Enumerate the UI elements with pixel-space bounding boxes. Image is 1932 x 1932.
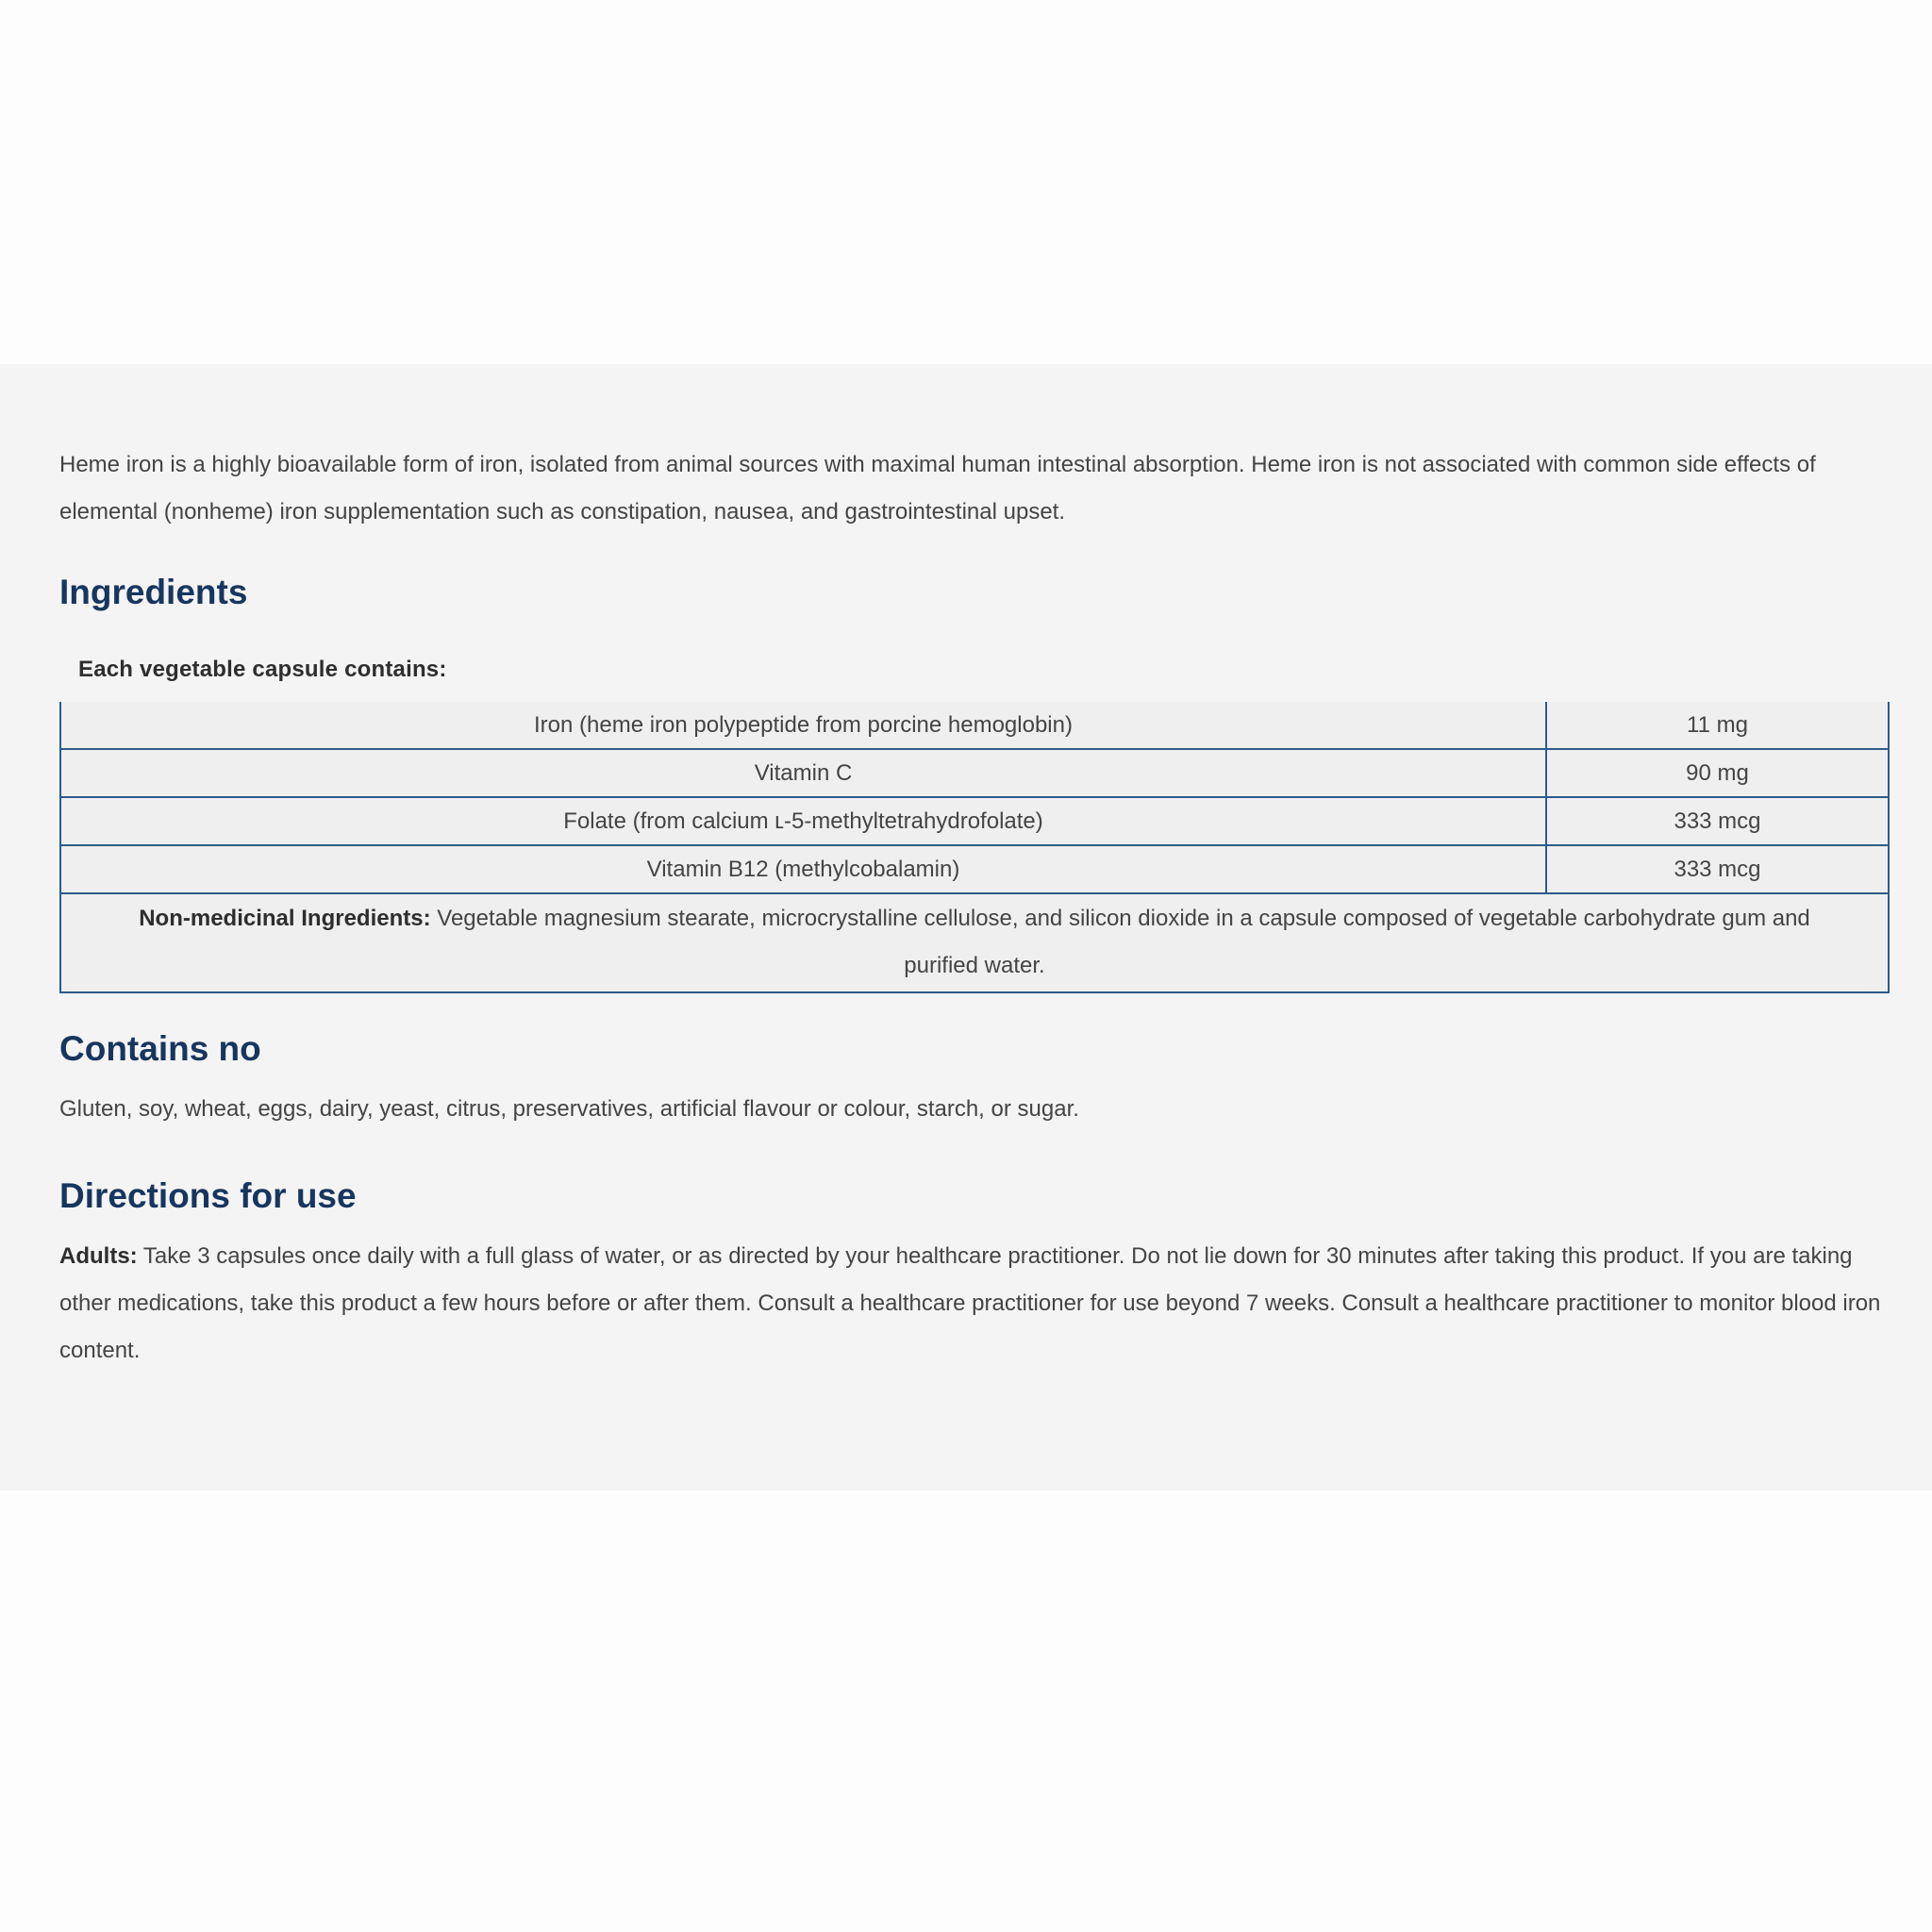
product-details-panel	[0, 364, 1932, 1491]
ingredient-amount: 333 mcg	[1546, 845, 1889, 893]
ingredient-name: Folate (from calcium ʟ-5-methyltetrahydrofolate)	[60, 797, 1546, 845]
directions-heading: Directions for use	[59, 1176, 357, 1215]
non-medicinal-cell	[60, 893, 1889, 992]
non-medicinal-text: Vegetable magnesium stearate, microcrystalline cellulose, and silicon dioxide in a capsule composed of vegetable carbohydrate gum and purified water.	[430, 906, 1810, 978]
ingredients-heading: Ingredients	[59, 573, 248, 611]
directions-text: Take 3 capsules once daily with a full glass of water, or as directed by your healthcare practitioner. Do not lie down for 30 minutes after taking this product. If you are taking other medications, take this product a few hours before or after them. Consult a healthcare practitioner for use beyond 7 weeks. Consult a healthcare practitioner to monitor blood iron content.	[59, 1243, 1881, 1363]
directions-adults-label: Adults:	[59, 1243, 138, 1269]
non-medicinal-row	[60, 893, 1889, 992]
contains-no-heading: Contains no	[59, 1029, 261, 1068]
ingredient-amount: 333 mcg	[1546, 797, 1889, 845]
contains-no-text: Gluten, soy, wheat, eggs, dairy, yeast, citrus, preservatives, artificial flavour or colour, starch, or sugar.	[59, 1096, 1079, 1122]
table-row	[60, 845, 1889, 893]
non-medicinal-label: Non-medicinal Ingredients:	[139, 906, 431, 931]
table-row	[60, 702, 1889, 749]
ingredient-amount: 90 mg	[1546, 749, 1889, 797]
directions-paragraph	[59, 1233, 1890, 1374]
ingredients-table	[59, 702, 1890, 993]
table-row	[60, 749, 1889, 797]
table-row	[60, 797, 1889, 845]
ingredient-name: Iron (heme iron polypeptide from porcine hemoglobin)	[60, 702, 1546, 749]
capsule-contents-heading: Each vegetable capsule contains:	[78, 657, 447, 682]
top-whitespace	[0, 0, 1932, 364]
intro-paragraph: Heme iron is a highly bioavailable form of iron, isolated from animal sources with maximal human intestinal absorption. Heme iron is not associated with common side effects of elemental (nonheme) iron supplementation such as constipation, nausea, and gastrointestinal upset.	[59, 452, 1816, 525]
ingredient-amount: 11 mg	[1546, 702, 1889, 749]
ingredient-name: Vitamin C	[60, 749, 1546, 797]
ingredient-name: Vitamin B12 (methylcobalamin)	[60, 845, 1546, 893]
